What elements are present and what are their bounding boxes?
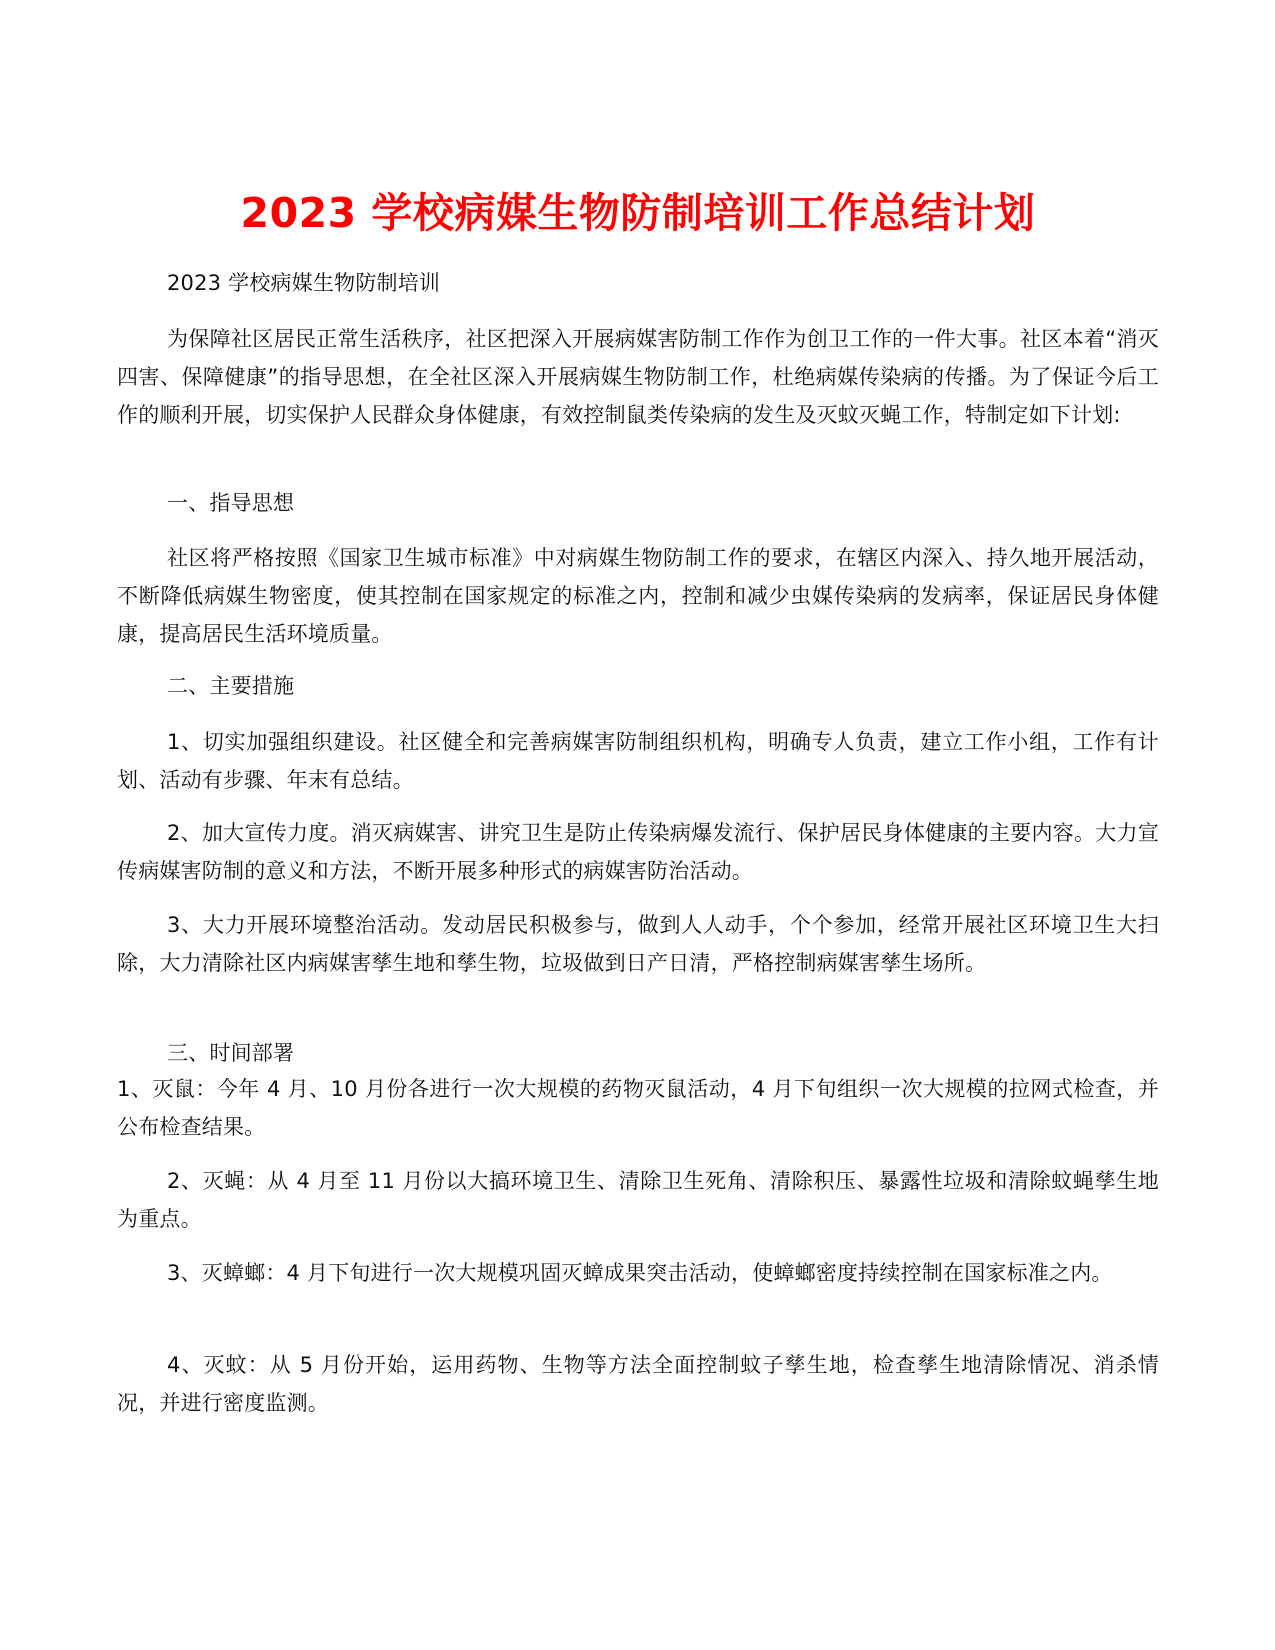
section-heading-main-measures: 二、主要措施 bbox=[167, 674, 295, 698]
measure-1-paragraph: 1、切实加强组织建设。社区健全和完善病媒害防制组织机构，明确专人负责，建立工作小组，工作有计划、活动有步骤、年末有总结。 bbox=[117, 730, 1159, 792]
schedule-cockroach-paragraph: 3、灭蟑螂：4 月下旬进行一次大规模巩固灭蟑成果突击活动，使蟑螂密度持续控制在国家标准之内。 bbox=[167, 1261, 1113, 1285]
measure-2-paragraph: 2、加大宣传力度。消灭病媒害、讲究卫生是防止传染病爆发流行、保护居民身体健康的主要内容。大力宣传病媒害防制的意义和方法，不断开展多种形式的病媒害防治活动。 bbox=[117, 821, 1159, 883]
intro-paragraph: 为保障社区居民正常生活秩序，社区把深入开展病媒害防制工作作为创卫工作的一件大事。社区本着“消灭四害、保障健康”的指导思想，在全社区深入开展病媒生物防制工作，杜绝病媒传染病的传播。为了保证今后工作的顺利开展，切实保护人民群众身体健康，有效控制鼠类传染病的发生及灭蚊灭蝇工作，特制定如下计划: bbox=[117, 327, 1159, 427]
guiding-ideology-paragraph: 社区将严格按照《国家卫生城市标准》中对病媒生物防制工作的要求，在辖区内深入、持久地开展活动，不断降低病媒生物密度，使其控制在国家规定的标准之内，控制和减少虫媒传染病的发病率，保证居民身体健康，提高居民生活环境质量。 bbox=[117, 546, 1159, 646]
schedule-mosquito-paragraph: 4、灭蚊：从 5 月份开始，运用药物、生物等方法全面控制蚊子孳生地，检查孳生地清除情况、消杀情况，并进行密度监测。 bbox=[117, 1353, 1159, 1415]
subtitle-paragraph: 2023 学校病媒生物防制培训 bbox=[167, 271, 441, 295]
schedule-rodent-paragraph: 1、灭鼠：今年 4 月、10 月份各进行一次大规模的药物灭鼠活动，4 月下旬组织一次大规模的拉网式检查，并公布检查结果。 bbox=[117, 1077, 1159, 1139]
schedule-fly-paragraph: 2、灭蝇：从 4 月至 11 月份以大搞环境卫生、清除卫生死角、清除积压、暴露性垃圾和清除蚊蝇孳生地为重点。 bbox=[117, 1169, 1159, 1231]
section-heading-time-schedule: 三、时间部署 bbox=[167, 1041, 295, 1065]
section-heading-guiding-ideology: 一、指导思想 bbox=[167, 491, 295, 515]
document-title: 2023 学校病媒生物防制培训工作总结计划 bbox=[240, 189, 1036, 237]
measure-3-paragraph: 3、大力开展环境整治活动。发动居民积极参与，做到人人动手，个个参加，经常开展社区环境卫生大扫除，大力清除社区内病媒害孳生地和孳生物，垃圾做到日产日清，严格控制病媒害孳生场所。 bbox=[117, 913, 1159, 975]
